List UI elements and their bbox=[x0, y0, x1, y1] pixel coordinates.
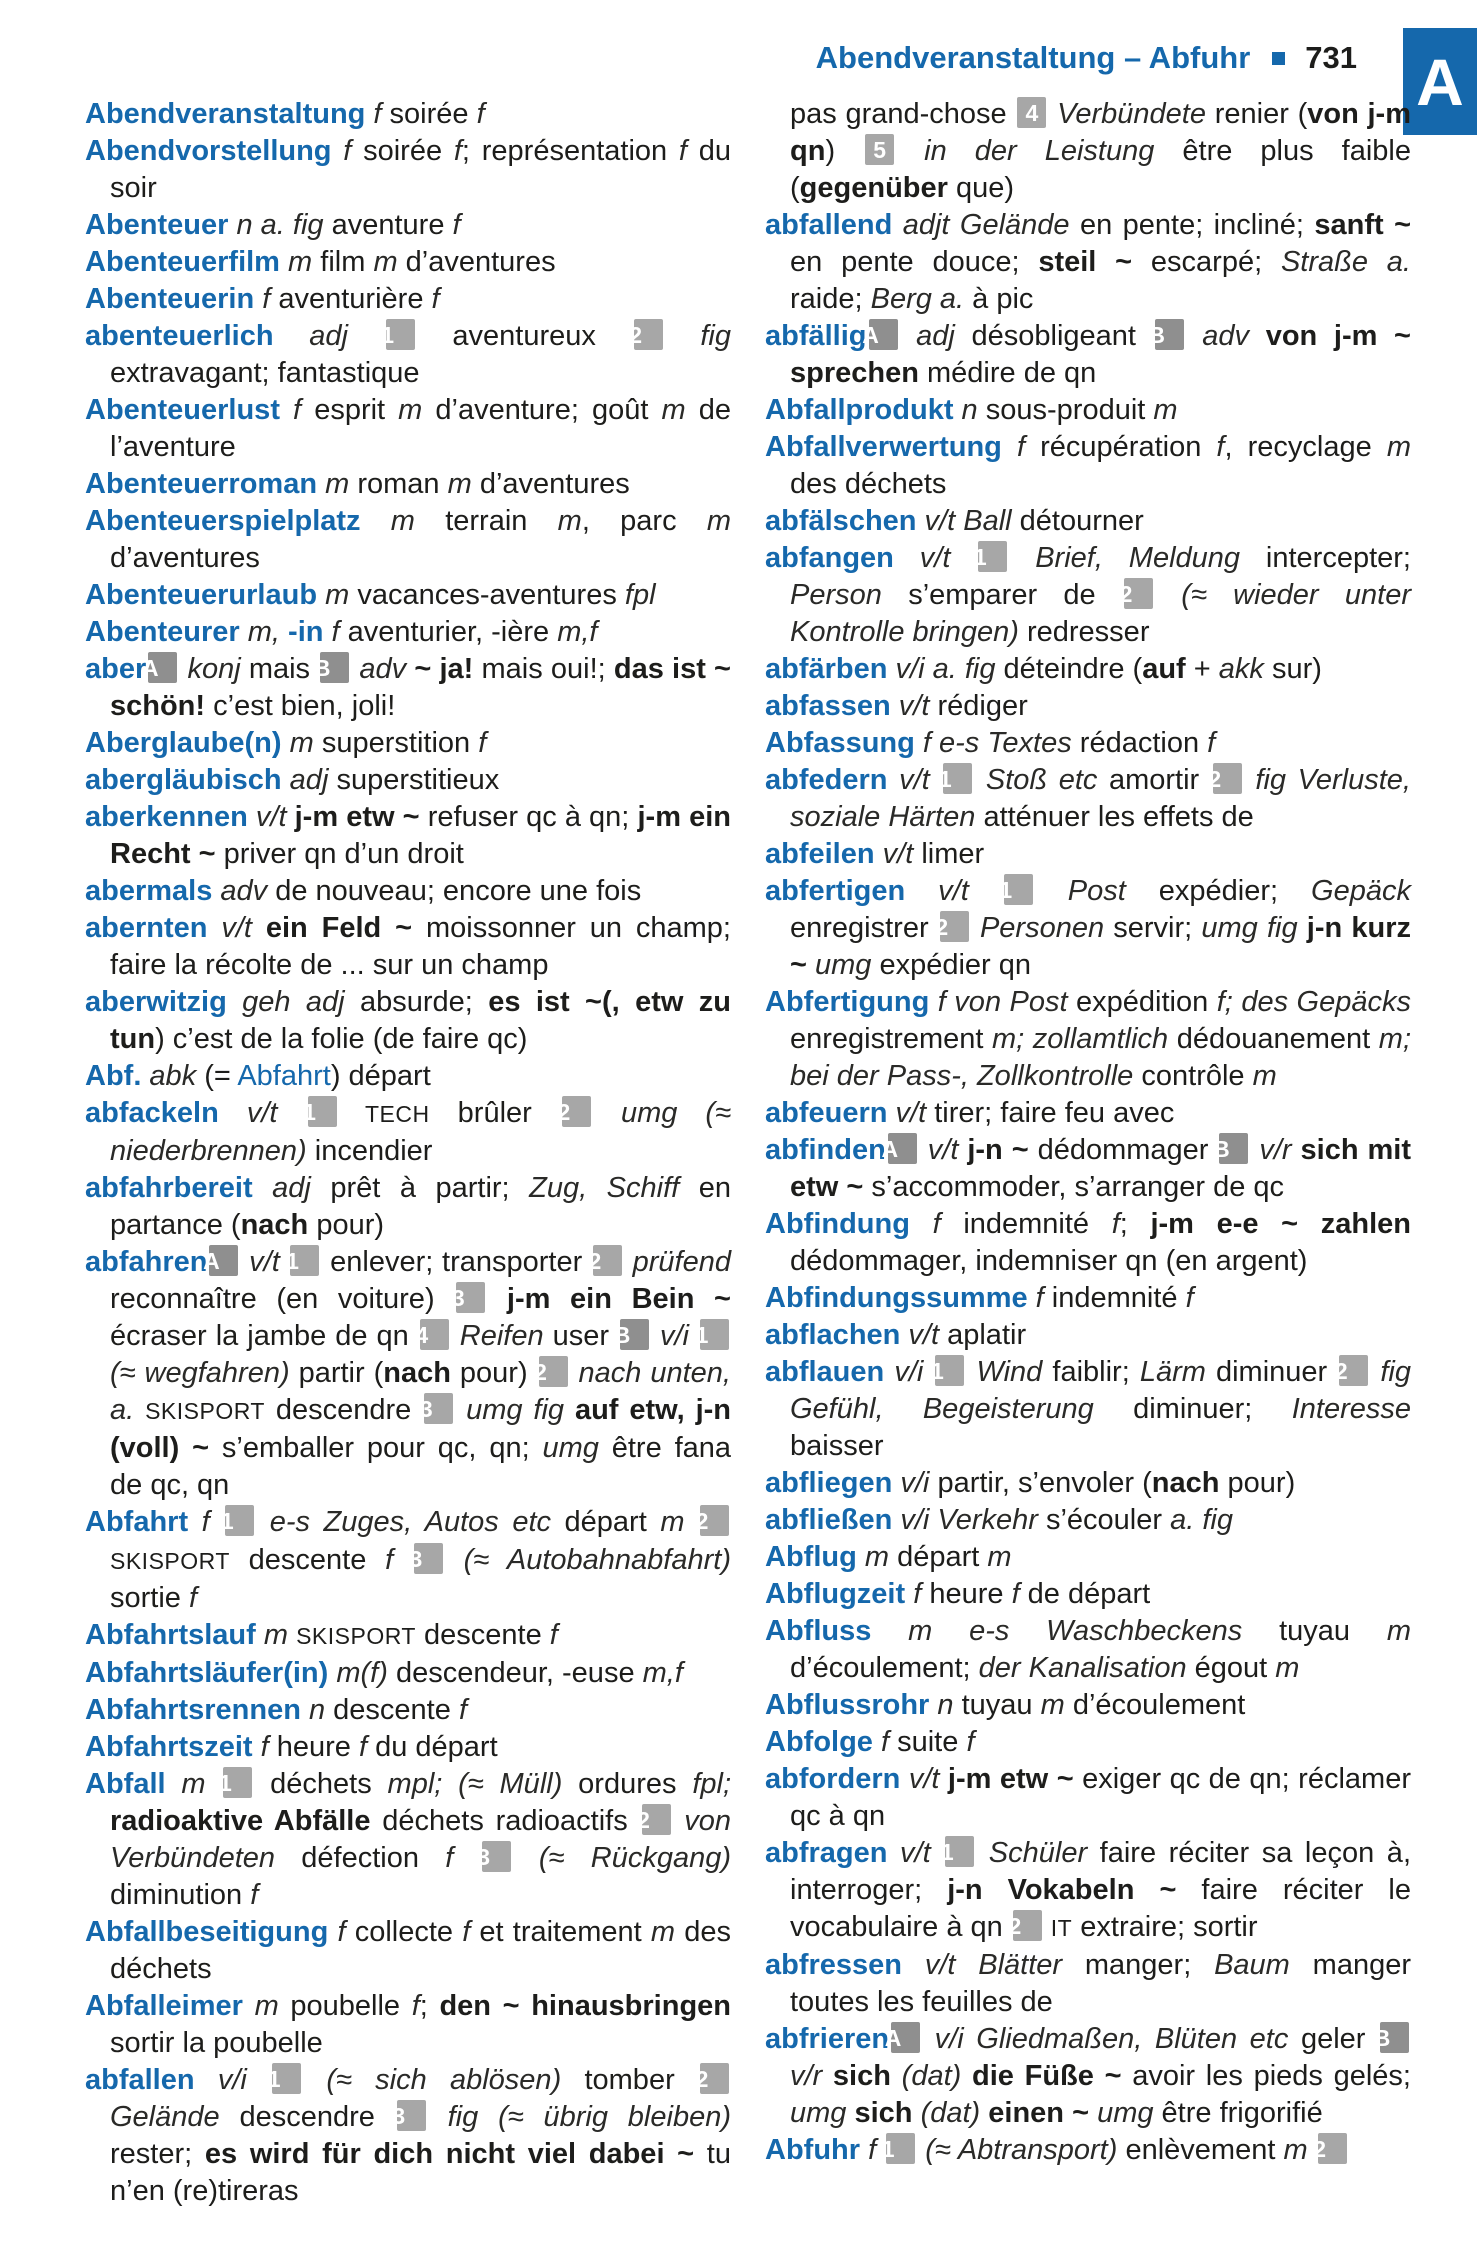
sense-number-box: 3 bbox=[482, 1841, 511, 1872]
dictionary-entry: Abfertigung f von Post expédition f; des Gepäcks enregistrement m; zollamtlich dédouanement m; bei der Pass-, Zollkontrolle contrôle m bbox=[765, 986, 1411, 1092]
headword: abfeilen bbox=[765, 838, 875, 870]
headword: abfordern bbox=[765, 1763, 901, 1795]
dictionary-entry: Abendvorstellung f soirée f; représentation f du soir bbox=[85, 135, 731, 204]
headword: abfertigen bbox=[765, 875, 906, 907]
dictionary-entry: abfallen v/i 1 (≈ sich ablösen) tomber 2 Gelände descendre 3 fig (≈ übrig bleiben) rester; es wird für dich nicht viel dabei ~ tu n’en (re)tireras bbox=[85, 2064, 731, 2207]
headword: Abfall bbox=[85, 1768, 166, 1800]
bullet-square-icon bbox=[1272, 52, 1285, 65]
sense-letter-box: A bbox=[888, 1133, 917, 1164]
dictionary-entry: Abfall m 1 déchets mpl; (≈ Müll) ordures fpl; radioaktive Abfälle déchets radioactifs 2 von Verbündeten défection f 3 (≈ Rückgang) diminution f bbox=[85, 1768, 732, 1911]
dictionary-entry: aberwitzig geh adj absurde; es ist ~(, etw zu tun) c’est de la folie (de faire qc) bbox=[85, 986, 731, 1055]
dictionary-entry: abfackeln v/t 1 TECH brûler 2 umg (≈ niederbrennen) incendier bbox=[85, 1097, 731, 1167]
headword: abfedern bbox=[765, 764, 888, 796]
dictionary-entry: Abflug m départ m bbox=[765, 1541, 1012, 1573]
sense-number-box: 5 bbox=[865, 134, 894, 165]
headword: abflachen bbox=[765, 1319, 901, 1351]
dictionary-entry: Abenteuerin f aventurière f bbox=[85, 283, 440, 315]
dictionary-entry: Abfahrt f 1 e-s Zuges, Autos etc départ m 2 SKISPORT descente f 3 (≈ Autobahnabfahrt) sortie f bbox=[85, 1506, 731, 1614]
dictionary-entry: abfragen v/t 1 Schüler faire réciter sa leçon à, interroger; j-n Vokabeln ~ faire réciter le vocabulaire à qn 2 IT extraire; sortir bbox=[765, 1837, 1412, 1943]
dictionary-entry: abfälligA adj désobligeant B adv von j-m ~ sprechen médire de qn bbox=[765, 320, 1411, 389]
sense-number-box: 2 bbox=[1318, 2133, 1347, 2164]
headword: Abfolge bbox=[765, 1726, 873, 1758]
dictionary-entry: Abenteuerspielplatz m terrain m, parc m d’aventures bbox=[85, 505, 731, 574]
headword: Abfahrtsläufer(in) bbox=[85, 1657, 329, 1689]
sense-number-box: 1 bbox=[290, 1245, 319, 1276]
dictionary-entry: abenteuerlich adj 1 aventureux 2 fig extravagant; fantastique bbox=[85, 320, 731, 389]
dictionary-entry: abernten v/t ein Feld ~ moissonner un champ; faire la récolte de ... sur un champ bbox=[85, 912, 731, 981]
dictionary-entry: abfangen v/t 1 Brief, Meldung intercepter; Person s’emparer de 2 (≈ wieder unter Kontrolle bringen) redresser bbox=[765, 542, 1411, 648]
sense-number-box: 1 bbox=[978, 541, 1007, 572]
dictionary-entry: abfahrenA v/t 1 enlever; transporter 2 prüfend reconnaître (en voiture) 3 j-m ein Bein ~ écraser la jambe de qn 4 Reifen user B v/i 1 (≈ wegfahren) partir (nach pour) 2 nach unten, a. SKISPORT descendre 3 umg fig auf etw, j-n (voll) ~ s’emballer pour qc, qn; umg être fana de qc, qn bbox=[85, 1246, 732, 1501]
headword: Abfallprodukt bbox=[765, 394, 954, 426]
sense-number-box: 1 bbox=[225, 1505, 254, 1536]
sense-letter-box: A bbox=[891, 2022, 920, 2053]
sense-number-box: 1 bbox=[308, 1096, 337, 1127]
headword: abfahrbereit bbox=[85, 1172, 253, 1204]
sense-number-box: 2 bbox=[700, 1505, 729, 1536]
dictionary-entry: Abfahrtszeit f heure f du départ bbox=[85, 1731, 498, 1763]
sense-number-box: 2 bbox=[1213, 763, 1242, 794]
dictionary-entry: abergläubisch adj superstitieux bbox=[85, 764, 500, 796]
dictionary-entry: aberkennen v/t j-m etw ~ refuser qc à qn; j-m ein Recht ~ priver qn d’un droit bbox=[85, 801, 731, 870]
dictionary-entry: Abfolge f suite f bbox=[765, 1726, 975, 1758]
column-right bbox=[765, 96, 1411, 2210]
sense-number-box: 2 bbox=[1013, 1910, 1042, 1941]
sense-letter-box: B bbox=[320, 652, 349, 683]
dictionary-entry: abfliegen v/i partir, s’envoler (nach pour) bbox=[765, 1467, 1296, 1499]
sense-number-box: 2 bbox=[634, 319, 663, 350]
dictionary-entry: Abflugzeit f heure f de départ bbox=[765, 1578, 1151, 1610]
headword: Abendvorstellung bbox=[85, 135, 332, 167]
sense-letter-box: B bbox=[1155, 319, 1184, 350]
dictionary-entry: aberA konj mais B adv ~ ja! mais oui!; das ist ~ schön! c’est bien, joli! bbox=[85, 653, 731, 722]
headword: Abfahrtsrennen bbox=[85, 1694, 301, 1726]
sense-number-box: 2 bbox=[642, 1804, 671, 1835]
headword: abenteuerlich bbox=[85, 320, 274, 352]
dictionary-entry: Abf. abk (= Abfahrt) départ bbox=[85, 1060, 431, 1092]
dictionary-entry: Abflussrohr n tuyau m d’écoulement bbox=[765, 1689, 1246, 1721]
dictionary-entry: abfälschen v/t Ball détourner bbox=[765, 505, 1144, 537]
headword: -in bbox=[288, 616, 324, 648]
sense-number-box: 4 bbox=[1017, 97, 1046, 128]
sense-number-box: 2 bbox=[1124, 578, 1153, 609]
dictionary-entry: abfahrbereit adj prêt à partir; Zug, Schiff en partance (nach pour) bbox=[85, 1172, 731, 1241]
dictionary-entry: abflachen v/t aplatir bbox=[765, 1319, 1027, 1351]
headword: Abf. bbox=[85, 1060, 142, 1092]
sense-letter-box: B bbox=[1380, 2022, 1409, 2053]
headword: abfinden bbox=[765, 1134, 886, 1166]
sense-number-box: 1 bbox=[935, 1355, 964, 1386]
dictionary-entry: Abfallprodukt n sous-produit m bbox=[765, 394, 1178, 426]
headword: Abfallverwertung bbox=[765, 431, 1002, 463]
dictionary-entry: Abfluss m e-s Waschbeckens tuyau m d’écoulement; der Kanalisation égout m bbox=[765, 1615, 1412, 1684]
headword: Aberglaube(n) bbox=[85, 727, 282, 759]
headword: Abenteuerfilm bbox=[85, 246, 280, 278]
dictionary-entry: abfressen v/t Blätter manger; Baum manger toutes les feuilles de bbox=[765, 1949, 1411, 2018]
dictionary-entry: Abfindungssumme f indemnité f bbox=[765, 1282, 1194, 1314]
sense-number-box: 2 bbox=[940, 911, 969, 942]
headword: Abfindung bbox=[765, 1208, 910, 1240]
sense-letter-box: A bbox=[869, 319, 898, 350]
dictionary-entry: Abfahrtsrennen n descente f bbox=[85, 1694, 467, 1726]
dictionary-entry: Abfahrtslauf m SKISPORT descente f bbox=[85, 1619, 558, 1651]
headword: Abfahrt bbox=[85, 1506, 189, 1538]
dictionary-entry: abfeilen v/t limer bbox=[765, 838, 985, 870]
sense-number-box: 2 bbox=[1339, 1355, 1368, 1386]
headword: Abenteuerin bbox=[85, 283, 255, 315]
headword: Abfallbeseitigung bbox=[85, 1916, 329, 1948]
headword: abernten bbox=[85, 912, 208, 944]
headword: Abfahrtslauf bbox=[85, 1619, 256, 1651]
sense-number-box: 1 bbox=[223, 1767, 252, 1798]
headword: Abenteuerroman bbox=[85, 468, 318, 500]
headword: Abenteurer bbox=[85, 616, 240, 648]
sense-number-box: 4 bbox=[420, 1319, 449, 1350]
dictionary-entry: abermals adv de nouveau; encore une fois bbox=[85, 875, 642, 907]
dictionary-entry: Abfindung f indemnité f; j-m e-e ~ zahlen dédommager, indemniser qn (en argent) bbox=[765, 1208, 1411, 1277]
headword: Abenteuer bbox=[85, 209, 229, 241]
dictionary-entry: abflauen v/i 1 Wind faiblir; Lärm diminuer 2 fig Gefühl, Begeisterung diminuer; Interesse baisser bbox=[765, 1356, 1412, 1462]
headword: Abfuhr bbox=[765, 2134, 861, 2166]
sense-number-box: 2 bbox=[593, 1245, 622, 1276]
headword: Abflussrohr bbox=[765, 1689, 930, 1721]
sense-number-box: 2 bbox=[700, 2063, 729, 2094]
sense-letter-box: A bbox=[209, 1245, 238, 1276]
dictionary-entry: Abendveranstaltung f soirée f bbox=[85, 98, 485, 130]
dictionary-entry: Abenteuerlust f esprit m d’aventure; goût m de l’aventure bbox=[85, 394, 731, 463]
page-title: Abendveranstaltung – Abfuhr bbox=[815, 40, 1251, 75]
headword: Abfalleimer bbox=[85, 1990, 243, 2022]
headword: aber bbox=[85, 653, 147, 685]
dictionary-entry: Abenteurer m, -in f aventurier, -ière m,f bbox=[85, 616, 598, 648]
headword: abfälschen bbox=[765, 505, 917, 537]
headword: abfressen bbox=[765, 1949, 903, 1981]
dictionary-entry: Abenteuer n a. fig aventure f bbox=[85, 209, 461, 241]
sense-number-box: 1 bbox=[700, 1319, 729, 1350]
page-number: 731 bbox=[1305, 40, 1357, 75]
headword: Abflug bbox=[765, 1541, 857, 1573]
sense-number-box: 3 bbox=[456, 1282, 485, 1313]
sense-number-box: 3 bbox=[397, 2100, 426, 2131]
headword: abfassen bbox=[765, 690, 891, 722]
sense-number-box: 1 bbox=[945, 1836, 974, 1867]
thumb-index-letter: A bbox=[1416, 44, 1464, 119]
dictionary-entry: abfallend adjt Gelände en pente; incliné; sanft ~ en pente douce; steil ~ escarpé; Straße a. raide; Berg a. à pic bbox=[765, 209, 1412, 315]
headword: abfahren bbox=[85, 1246, 208, 1278]
headword: Abfahrtszeit bbox=[85, 1731, 253, 1763]
dictionary-entry: Aberglaube(n) m superstition f bbox=[85, 727, 487, 759]
headword: abfärben bbox=[765, 653, 888, 685]
headword: Abenteuerurlaub bbox=[85, 579, 318, 611]
sense-number-box: 2 bbox=[539, 1356, 568, 1387]
dictionary-entry: abfärben v/i a. fig déteindre (auf + akk sur) bbox=[765, 653, 1322, 685]
dictionary-entry: Abfalleimer m poubelle f; den ~ hinausbringen sortir la poubelle bbox=[85, 1990, 731, 2059]
sense-number-box: 1 bbox=[1004, 874, 1033, 905]
headword: abfallend bbox=[765, 209, 893, 241]
sense-number-box: 3 bbox=[414, 1543, 443, 1574]
sense-number-box: 1 bbox=[386, 319, 415, 350]
headword: abfällig bbox=[765, 320, 867, 352]
sense-number-box: 1 bbox=[943, 763, 972, 794]
headword: abermals bbox=[85, 875, 213, 907]
sense-number-box: 2 bbox=[562, 1096, 591, 1127]
dictionary-entry: Abfallbeseitigung f collecte f et traitement m des déchets bbox=[85, 1916, 731, 1985]
headword: Abfindungssumme bbox=[765, 1282, 1028, 1314]
headword: abergläubisch bbox=[85, 764, 282, 796]
dictionary-entry: abfertigen v/t 1 Post expédier; Gepäck enregistrer 2 Personen servir; umg fig j-n kurz ~ umg expédier qn bbox=[765, 875, 1411, 981]
sense-number-box: 1 bbox=[886, 2133, 915, 2164]
headword: abflauen bbox=[765, 1356, 885, 1388]
headword: abfragen bbox=[765, 1837, 888, 1869]
dictionary-entry: Abfuhr f 1 (≈ Abtransport) enlèvement m 2 bbox=[765, 2132, 1411, 2169]
headword: Abflugzeit bbox=[765, 1578, 906, 1610]
headword: aberwitzig bbox=[85, 986, 227, 1018]
headword: abfallen bbox=[85, 2064, 195, 2096]
headword: abfliegen bbox=[765, 1467, 893, 1499]
dictionary-entry: Abenteuerroman m roman m d’aventures bbox=[85, 468, 630, 500]
headword: abfrieren bbox=[765, 2023, 890, 2055]
headword: abfeuern bbox=[765, 1097, 888, 1129]
column-left bbox=[85, 96, 731, 2210]
dictionary-entry: abfließen v/i Verkehr s’écouler a. fig bbox=[765, 1504, 1233, 1536]
dictionary-entry: Abenteuerfilm m film m d’aventures bbox=[85, 246, 556, 278]
headword: Abenteuerspielplatz bbox=[85, 505, 361, 537]
headword: Abfluss bbox=[765, 1615, 872, 1647]
dictionary-entry: Abfassung f e-s Textes rédaction f bbox=[765, 727, 1216, 759]
dictionary-entry: Abfallverwertung f récupération f, recyclage m des déchets bbox=[765, 431, 1411, 500]
headword: Abfertigung bbox=[765, 986, 930, 1018]
dictionary-entry: abfedern v/t 1 Stoß etc amortir 2 fig Verluste, soziale Härten atténuer les effets de bbox=[765, 764, 1411, 833]
headword: abfließen bbox=[765, 1504, 893, 1536]
thumb-index-tab bbox=[1403, 28, 1477, 135]
headword: Abenteuerlust bbox=[85, 394, 280, 426]
sense-letter-box: B bbox=[1219, 1133, 1248, 1164]
dictionary-entry: abfrierenA v/i Gliedmaßen, Blüten etc geler B v/r sich (dat) die Füße ~ avoir les pieds gelés; umg sich (dat) einen ~ umg être frigorifié bbox=[765, 2023, 1411, 2129]
sense-letter-box: A bbox=[148, 652, 177, 683]
headword: Abendveranstaltung bbox=[85, 98, 366, 130]
headword: aberkennen bbox=[85, 801, 248, 833]
dictionary-entry: Abfahrtsläufer(in) m(f) descendeur, -euse m,f bbox=[85, 1657, 683, 1689]
sense-number-box: 1 bbox=[272, 2063, 301, 2094]
dictionary-entry: abfindenA v/t j-n ~ dédommager B v/r sich mit etw ~ s’accommoder, s’arranger de qc bbox=[765, 1134, 1411, 1203]
sense-number-box: 3 bbox=[424, 1393, 453, 1424]
dictionary-entry: abfordern v/t j-m etw ~ exiger qc de qn; réclamer qc à qn bbox=[765, 1763, 1411, 1832]
entry-continuation: pas grand-chose 4 Verbündete renier (von j-m qn) 5 in der Leistung être plus faible (gegenüber que) bbox=[790, 98, 1412, 204]
dictionary-entry: abfeuern v/t tirer; faire feu avec bbox=[765, 1097, 1175, 1129]
sense-letter-box: B bbox=[620, 1319, 649, 1350]
running-head bbox=[85, 40, 1357, 76]
dictionary-entry: abfassen v/t rédiger bbox=[765, 690, 1028, 722]
headword: abfackeln bbox=[85, 1097, 219, 1129]
headword: abfangen bbox=[765, 542, 894, 574]
text-columns bbox=[85, 96, 1411, 2210]
dictionary-entry: Abenteuerurlaub m vacances-aventures fpl bbox=[85, 579, 656, 611]
headword: Abfassung bbox=[765, 727, 915, 759]
